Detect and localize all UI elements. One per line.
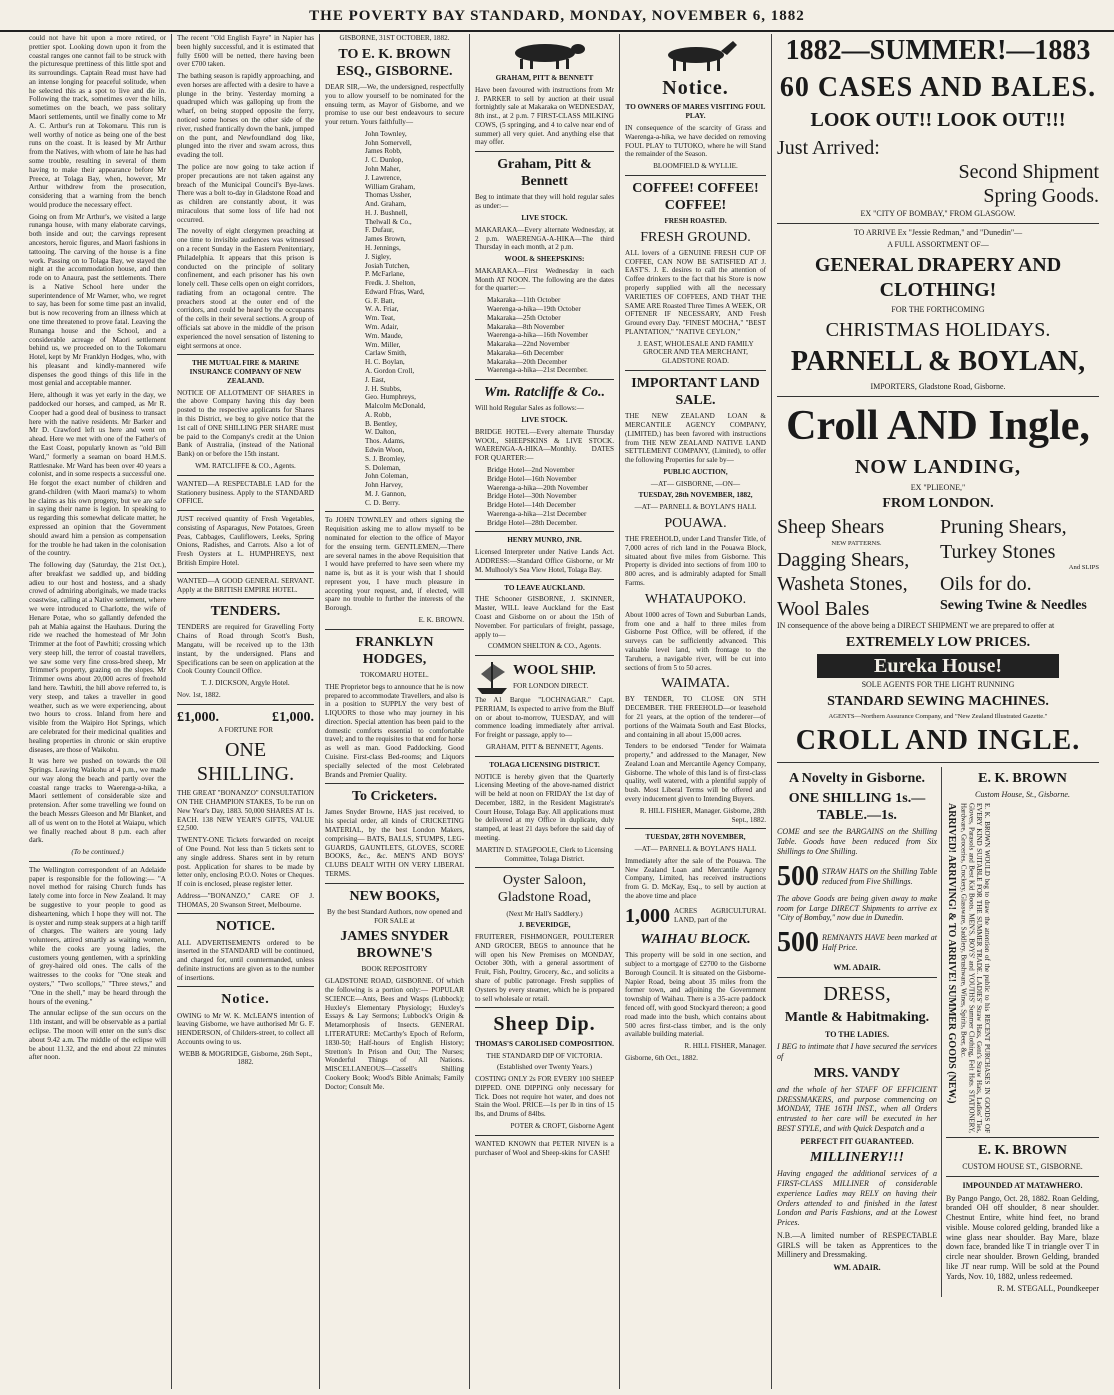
goods-item: Washeta Stones, [777,573,908,596]
goods-right [940,515,1099,621]
ad-subheading: IMPORTERS, Gladstone Road, Gisborne. [870,382,1006,392]
remnants-text: REMNANTS HAVE been marked at Half Price. [822,933,937,953]
signatory: James Robb, [365,147,402,156]
ad-text: Beg to intimate that they will hold regular sales as under:— [475,193,614,211]
sale-date: Waerenga-a-hika—19th October [487,305,581,313]
divider [625,370,766,371]
remnants-number: 500 [777,927,819,959]
ad-text: I BEG to intimate that I have secured the services of [777,1042,937,1061]
ad-text: Will hold Regular Sales as follows:— [475,404,584,413]
vertical-heading: ARRIVED! ARRIVING! & TO ARRIVE! SUMMER GOODS (NEW.) [946,803,957,1104]
signatory: Fredk. J. Shelton, [365,279,416,288]
ship-icon [475,660,509,696]
ad-text: WANTED—A GOOD GENERAL SERVANT. Apply at the BRITISH EMPIRE HOTEL. [177,576,314,594]
ad-text: N.B.—A limited number of RESPECTABLE GIRLS will be taken as Apprentices to the Millinery and Dressmaking. [777,1230,937,1260]
signatory: Josiah Tutchen, [365,261,410,270]
ad-heading: MRS. VANDY [813,1065,901,1081]
sale-date: Bridge Hotel—30th November [487,492,577,501]
ad-heading: Notice. [662,77,729,99]
horse-icon [641,37,751,73]
divider [177,704,314,705]
lookout-heading: LOOK OUT!! LOOK OUT!!! [810,109,1066,132]
goods-left [777,515,936,621]
ad-subheading: EX "PLIEONE," [910,482,966,492]
ad-heading: IMPOUNDED AT MATAWHERO. [962,1180,1083,1190]
ad-heading: GRAHAM, PITT & BENNETT [495,74,594,82]
ad-heading: A Novelty in Gisborne. [788,771,926,787]
signatory: Thos. Adams, [365,437,405,446]
ad-subheading: TO ARRIVE Ex "Jessie Redman," and "Dunedin"— [853,227,1023,237]
ad-date: Gisborne, 6th Oct., 1882. [625,1053,698,1062]
signatory: Wm. Maude, [365,331,403,340]
croll-footer: CROLL AND INGLE. [795,725,1081,757]
signatory: A. Gordon Croll, [365,366,415,375]
ad-subheading: TUESDAY, 28TH NOVEMBER, [645,833,746,842]
signatory: H. C. Boylan, [365,358,405,367]
signatory: Edwin Woon, [365,445,405,454]
divider [625,828,766,829]
drapery-heading: GENERAL DRAPERY AND CLOTHING! [814,254,1062,301]
ad-signature: WM. ADAIR. [833,963,881,973]
ad-subheading: TO OWNERS OF MARES VISITING FOUL PLAY. [625,103,766,121]
column-4 [470,34,620,1389]
signatory: Wm. Adair, [365,323,399,332]
divider [475,579,614,580]
ad-text: GLADSTONE ROAD, GISBORNE. Of which the following is a portion only:— POPULAR SCIENCE—Ants, Bees and Wasps (Lubbock); Huxley's Elementary Physiology; Huxley's Essays & Lay Sermons; Lubbock's Origin & Metamorphosis of Insects. GENERAL LITERATURE: McCarthy's Epoch of Reform, 1830-50; Half-hours of English History; Stretton's In Prison and Out; The Nurses; Wonderful Things of All Nations. MISCELLANEOUS—Cassell's Shilling Cookery Book; Wood's Bible Animals; Family Doctor; Consult Me. [325,977,464,1091]
ad-heading: COFFEE! COFFEE! COFFEE! [632,180,759,213]
divider [475,1135,614,1136]
goods-item: Turkey Stones [940,540,1056,563]
ad-text: AGENTS—Northern Assurance Company, and "New Zealand Illustrated Gazette." [828,713,1048,721]
second-shipment: Second Shipment [958,161,1099,184]
divider [777,396,1099,397]
ad-heading: MILLINERY!!! [810,1150,904,1166]
ad-subheading: Custom House, St., Gisborne. [975,790,1070,800]
divider [177,354,314,355]
ad-text: To JOHN TOWNLEY and others signing the Requisition asking me to allow myself to be nominated for election to the office of Mayor for the ensuing term. GENTLEMEN,—There are several names in the above Requisition that I would have preferred to have seen where my name is, but as it is your wish that I should represent you, I have much pleasure in accepting your request, and, if elected, will spare no trouble to further the interests of the Borough. [325,516,464,613]
ad-text: THE Proprietor begs to announce that he is now prepared to accommodate Travellers, and also is in a position to SUPPLY the very best of LIQUORS to those who may journey in his direction. Special attention has been paid to the domestic comforts essential to comfortable travel; and to the requisites to that end for horse as well as man. Good Paddocking. Good Cuisine. First-class Bed-rooms; and Liquors specially selected of the most Celebrated Brands and Premier Quality. [325,682,464,779]
signatory: Malcolm McDonald, [365,402,426,411]
divider [177,913,314,914]
ad-text: TWENTY-ONE Tickets forwarded on receipt of One Pound. Not less than 5 tickets sent to any single address. Shares sent in by return post. Application for shares to be made by letter only, enclosing P.O.O. Notes or Cheques. If coin is enclosed, please register letter. [177,836,314,889]
signatory: J. H. Stubbs, [365,384,402,393]
column-2 [172,34,320,1389]
ad-heading: POUAWA. [664,516,727,531]
ad-subheading: STANDARD SEWING MACHINES. [827,693,1049,709]
divider [325,629,464,630]
divider [625,175,766,176]
signatory: William Graham, [365,182,416,191]
ad-text: BY TENDER, TO CLOSE ON 5TH DECEMBER. THE FREEHOLD—or leasehold for 21 years, at the option of the tenderer—of portions of the Waimata South and East Blocks, and containing in all about 15,000 acres. [625,695,766,739]
divider [325,783,464,784]
ad-signature: MARTIN D. STAGPOOLE, Clerk to Licensing Committee, Tolaga District. [476,845,613,863]
ad-text: Immediately after the sale of the Pouawa. The New Zealand Loan and Mercantile Agency Company, Limited, has received instructions from G. D. McKay, Esq., to sell by auction at the above time and place [625,856,766,901]
ad-text: The above Goods are being given away to make room for Large DIRECT Shipments to arrive ex "City of Bombay," now due in Dunedin. [777,893,937,923]
signatory: Geo. Humphreys, [365,393,416,402]
signatory: Carlaw Smith, [365,349,407,358]
signatory: Thomas Ussher, [365,191,412,200]
divider [475,655,614,656]
ad-heading: WHATAUPOKO. [644,591,747,607]
ad-text: MAKARAKA—Every alternate Wednesday, at 2 p.m. WAERENGA-A-HIKA—The third Thursday in each month, at 2 p.m. [475,225,614,252]
ad-text: This property will be sold in one section, and subject to a mortgage of £2700 to the Gisborne Borough Council. It is situated on the Gisborne-Napier Road, being about 35 miles from the former town, and adjoining the Government township of Waihau. There is a 35-acre paddock fenced off, with good Stockyard thereon; a good road made into the bush, which contains about 500 acres first-class timber, and is the only available building material. [625,951,766,1039]
sale-date: Makaraka—11th October [487,296,561,305]
acreage-row [625,904,766,928]
column-6 [772,34,1104,1389]
goods-item-note: And SLIPS [1068,564,1099,572]
ad-text: OWING to Mr W. K. McLEAN'S intention of leaving Gisborne, we have authorised Mr G. F. HENDERSON, of Childers-street, to collect all Accounts owing to us. [177,1011,314,1046]
signatory: John Townley, [365,129,407,138]
woolship-header [475,660,614,696]
one-shilling-heading: ONE SHILLING. [196,738,295,785]
to-be-continued: (To be continued.) [71,848,124,857]
ad-text: BRIDGE HOTEL—Every alternate Thursday WOOL, SHEEPSKINS & LIVE STOCK. WAERENGA-A-HIKA—Monthly. DATES FOR QUARTER:— [475,427,614,463]
story-text: The bathing season is rapidly approaching, and even horses are affected with a desire to have a plunge in the briny. Yesterday morning a quadruped which was galloping up from the wharf, on being stopped opposite the ferry, noticed some horses on the other side of the river, rushed frantically down the bank, jumped on the punt, and Newfoundland dog like, plunged into the river and swam across, thus evading the toll. [177,72,314,160]
ad-heading: DRESS, [823,983,891,1006]
ad-subheading: —AT— PARNELL & BOYLAN'S HALL [634,845,757,854]
ad-signature: R. M. STEGALL, Poundkeeper [997,1284,1099,1294]
eureka-banner: Eureka House! [817,654,1059,678]
column-3 [320,34,470,1389]
divider [475,1007,614,1008]
sale-date: Bridge Hotel—28th December. [487,518,578,527]
ad-text: ALL ADVERTISEMENTS ordered to be inserted in the STANDARD will be continued, and charged for, until countermanded, unless definite instructions are given as to the number of insertions. [177,938,314,982]
ad-subheading: LIVE STOCK. [521,416,568,425]
ad-heading: Mantle & Habitmaking. [784,1010,930,1026]
goods-item: Oils for do. [940,573,1032,596]
goods-item-note: NEW PATTERNS. [831,539,882,547]
ad-heading: J. BEVERIDGE, [518,921,571,930]
sale-date: Makaraka—25th October [487,313,561,322]
prize-right: £1,000. [272,709,314,725]
divider [177,572,314,573]
ad-subheading: —AT— PARNELL & BOYLAN'S HALL [634,503,757,512]
ad-subheading: SOLE AGENTS FOR THE LIGHT RUNNING [861,680,1015,690]
divider [475,151,614,152]
ad-text: Address—"BONANZO," CARE OF J. THOMAS, 20 Swanson Street, Melbourne. [177,891,314,909]
goods-item: Sewing Twine & Needles [940,597,1087,613]
sale-date-list [475,466,614,527]
ad-text: JUST received quantity of Fresh Vegetables, consisting of Asparagus, New Potatoes, Green Peas, Cabbages, Cauliflowers, Leeks, Spring Onions, Radishes, and Carrots. Also a lot of Fresh Oysters at L. HUMPHREYS, next British Empire Hotel. [177,515,314,567]
ad-subheading: THE STANDARD DIP OF VICTORIA. [486,1051,603,1060]
sale-date: Makaraka—8th November [487,322,565,331]
divider [777,223,1099,224]
ad-subheading: LIVE STOCK. [521,213,568,222]
ad-subheading: FROM LONDON. [882,496,994,512]
ad-subheading: PERFECT FIT GUARANTEED. [800,1136,914,1146]
masthead [0,0,1114,32]
ad-signature: POTER & CROFT, Gisborne Agent [510,1121,614,1130]
divider [177,986,314,987]
ad-subheading: PUBLIC AUCTION, [663,467,728,476]
story-text: The annular eclipse of the sun occurs on the 11th instant, and will be observable as a partial eclipse. The moon will enter on the sun's disc about 9.42 a.m. The middle of the eclipse will be about 11.32, and the end about 22 minutes after noon. [29,1009,166,1062]
ad-subheading: TOKOMARU HOTEL. [360,670,429,679]
signatory: John Somervell, [365,138,412,147]
signatory: John Maher, [365,164,401,173]
ad-subheading: THOMAS'S CAROLISED COMPOSITION. [475,1039,614,1048]
ad-heading: TO LEAVE AUCKLAND. [504,583,585,592]
ad-signature: R. HILL FISHER, Manager. [684,1042,766,1051]
goods-item: Dagging Shears, [777,548,910,571]
ad-heading: E. K. BROWN [978,1143,1067,1159]
vertical-text: E. K. BROWN WOULD beg to draw the attention of the public to his RECENT PURCHASES IN GOODS OF EVERY KIND SUITABLE FOR THE SUMMER TRADE. LADIES' Straw Hats, Gent's Straw Hats, Ladies' Ties, Gloves, Parasols and Best Kid Boots. MEN'S, BOYS' and YOUTHS' Summer Clothing, Felt Hats. STATIONERY, Hardware, Groceries, Crockery, Glassware, Saddlery, Brushware, Wines, Spirits, Beer, &c. [959,803,991,1134]
christmas-heading: CHRISTMAS HOLIDAYS. [825,318,1051,341]
signatory: J. East, [365,375,386,384]
ad-heading: E. K. BROWN [978,771,1067,787]
ad-text: TENDERS are required for Gravelling Forty Chains of Road through Scott's Bush, Mangatu, will be received up to the 13th instant, by the undersigned. Plans and Specifications can be seen on application at the Cook County Council Office. [177,623,314,676]
straw-text: STRAW HATS on the Shilling Table reduced from Five Shillings. [822,867,937,886]
straw-number: 500 [777,860,819,892]
goods-item: Pruning Shears, [940,516,1067,539]
ad-subheading: FOR THE FORTHCOMING [891,304,985,314]
ad-signature: T. J. DICKSON, Argyle Hotel. [201,679,290,688]
ad-signature: WM. ADAIR. [833,1263,881,1273]
divider [29,861,166,862]
brown-ads [946,767,1099,1297]
ad-subheading: TO THE LADIES. [825,1029,889,1039]
prize-row [177,709,314,726]
masthead-title: THE POVERTY BAY STANDARD, MONDAY, NOVEMBER 6, 1882 [309,8,805,24]
story-text: The recent "Old English Fayre" in Napier has been highly successful, and it is estimated that fully £600 will be netted, there having been over £700 taken. [177,34,314,69]
signatory: M. J. Gannon, [365,489,406,498]
story-text: It was here we pushed on towards the Oil Springs. Leaving Waikohu at 4 p.m., we made our way along the beach and partly over the coastal range tracks to Waerenga-a-hika, a Maori settlement of considerable size and pretension. After some travelling we found on the beach Messrs Gleeson and Mr Blanket, and all of us went on to the Hotel at Waiapu, which we finally reached about 8 p.m. each after dark. [29,757,166,845]
ad-signature: WM. RATCLIFFE & CO., Agents. [195,461,296,470]
signatory-list [325,130,464,508]
ad-heading: Notice. [221,992,270,1008]
signatory: John Coleman, [365,472,409,481]
divider [475,531,614,532]
ad-text: IN consequence of the scarcity of Grass and Waerenga-a-hika, we have decided on removing FOUL PLAY to TUTOKO, where he will Stand the remainder of the Season. [625,123,766,159]
divider [177,510,314,511]
sale-date: Bridge Hotel—16th November [487,474,577,483]
acreage-text: ACRES AGRICULTURAL LAND, part of the [674,907,766,924]
divider [946,1137,1099,1138]
ad-heading: NOTICE. [216,919,275,935]
column-1 [24,34,172,1389]
story-text: The following day (Saturday, the 21st Oct.), after breakfast we saddled up, and bidding adieu to our host and hostess, and a shady crowd of admiring aboriginals, we made tracks coastwise, calling at a Native settlement, where we were introduced to Charlotte, the wife of Henare Potae, who so gallantly defended the pah at Mahia against the Hauhaus. During the ride we reached the homestead of Mr John Trimmer at the foot of Pawhiti; crossing which very steep hill, the terror of coastal travellers, we saw some very fine cross-bred sheep, Mr Trimmer's property, grazing on the slopes. Mr Trimmer owns about 20,000 acres of freehold land here. Tawhiti, the hill above referred to, is very steep, and takes a traveller in good weather, such as we were experiencing, about two hours to cross. Inland from here and visible from the Waipiro Hot Springs, which are celebrated for their medicinal qualities and healing properties in chronic or skin eruptive diseases, are those of Waikohu. [29,561,166,754]
sale-date: Bridge Hotel—14th December [487,501,576,510]
signatory: Wm. Miller, [365,340,401,349]
croll-heading: Croll AND Ingle, [786,402,1090,449]
goods-item: Sheep Shears [777,516,885,539]
goods-item: Wool Bales [777,597,870,620]
ad-text: WANTED—A RESPECTABLE LAD for the Stationery business. Apply to the STANDARD OFFICE. [177,479,314,506]
signatory: John Harvey, [365,481,403,490]
ad-subheading: —AT— GISBORNE, —ON— [650,479,741,488]
ad-text: Have been favoured with instructions from Mr J. PARKER to sell by auction at their usual fortnightly sale at Makaraka on WEDNESDAY, 8th inst., at 2 p.m. 7 FIRST-CLASS MILKING COWS, (5 springing, and 4 to calve near end of summer) all very quiet. And anything else that may offer. [475,85,614,147]
column-5 [620,34,772,1389]
divider [177,475,314,476]
signatory: B. Bentley, [365,419,398,428]
signatory: F. Dufaur, [365,226,394,235]
ad-heading: WOOL SHIP. [513,663,596,679]
ad-subheading: EXTREMELY LOW PRICES. [845,634,1031,650]
signatory: J. Sigley, [365,252,392,261]
goods-list [777,515,1099,621]
divider [777,977,937,978]
ad-heading: TO E. K. BROWN ESQ., GISBORNE. [336,46,453,79]
ad-heading: WAIMATA. [661,676,730,692]
ad-text: Tenders to be endorsed "Tender for Waimata property," and addressed to the Manager, New Zealand Loan and Mercantile Agency Company, Gisborne. The whole of this land is of first-class quality, well watered, with a plentiful supply of bush. Most Liberal Terms will be offered and every inducement given to Intending Buyers. [625,742,766,803]
ad-heading: JAMES SNYDER BROWNE'S [340,929,449,962]
ad-subheading: (Next Mr Hall's Saddlery.) [506,909,583,918]
story-text: Here, although it was yet early in the day, we paddocked our horses, and camped, as Mr R. Cooper had a good deal of business to transact here with the native residents. Mr Barker and Mr D. Crawford left us here and went on ahead. Here we met with one of the Father's of the East Coast, popularly known as "old Bill Ward," formerly a seaman on board H.M.S. Rattlesnake. Mr Ward has been over 40 years a colonist, and in some respects a successful one. He forgot the exact number of children and grand-children (with Maori mama's) to whom he claims as his own progeny, but we are safe in saying their name is legion. In speaking to us regarding this somewhat delicate matter, he expressed an opinion that the Government should award him a pension as compensation for the trouble he had taken in the colonisation of the country. [29,391,166,558]
ad-signature: GRAHAM, PITT & BENNETT, Agents. [485,742,604,751]
ad-signature: COMMON SHELTON & CO., Agents. [487,642,602,651]
ad-heading: TENDERS. [210,604,281,620]
ad-signature: E. K. BROWN. [418,616,464,625]
signatory: J. Lawrence, [365,173,402,182]
summer-heading: 1882—SUMMER!—1883 [785,35,1091,66]
ad-heading: NEW BOOKS, [349,888,440,904]
ad-subheading: CUSTOM HOUSE ST., GISBORNE. [962,1162,1083,1172]
ad-text: COSTING ONLY 2s FOR EVERY 100 SHEEP DIPPED. ONE DIPPING only necessary for Tick. Does not require hot water, and does not Stain the Wool. PRICE—1s per lb in tins of 15 lbs, and Drums of 84lbs. [475,1075,614,1119]
ad-text: By Pango Pango, Oct. 28, 1882. Roan Gelding, branded OH off shoulder, 8 near shoulder. Chestnut Entire, white hind feet, no brand visible. Mouse colored gelding, branded like a wine glass near shoulder. Bay Mare, blaze down face, branded like T in triangle over T in circle near shoulder. Brown Gelding, branded like JT near rump. Will be sold at the Pound Yards, Nov. 10, 1882, unless redeemed. [946,1193,1099,1281]
ad-text: ALL lovers of a GENUINE FRESH CUP OF COFFEE, CAN NOW BE SATISFIED AT J. EAST'S. J. E. desires to call the attention of Coffee drinkers to the fact that his Store is now properly supplied with all the necessary VARIETIES OF COFFEES, AND THAT THE SAME ARE Roasted Three Times A WEEK, OR OFTENER IF NECESSARY, AND Fresh Ground every Day. "FINEST MOCHA," "BEST PLANTATION," "NATIVE CEYLON," [625,248,766,336]
ad-heading: FRANKLYN HODGES, [355,634,434,667]
ad-text: and the whole of her STAFF OF EFFICIENT DRESSMAKERS, and purpose commencing on MONDAY, THE 16TH INST., when all Orders entrusted to her care will be executed in her BEST STYLE, and with Quick Despatch and a [777,1084,937,1133]
signatory: H. Jennings, [365,244,401,252]
sale-date: Waerenga-a-hika—20th November [487,483,588,492]
story-text: could not have hit upon a more retired, or prettier spot. Looking down upon it from the coastal ranges one cannot fail to be struck with the picturesque prettiness of this little spot and its surroundings. Captain Read must have had an intense longing for peaceful solitude, when he selected this as a spot to live and die in. Following the track, sometimes over the hills, sometimes on the beach, we pass solitary Maori settlements, until we finally come to Mr A. C. Arthur's run at Tokomaru. This run is well worthy of notice as being one of the best runs on the coast. It is leased by Mr Arthur from the Natives, with whom of late he has had some trouble, resulting in several of them having to make their appearance before Mr Preece, at Tolaga Bay, when, however, Mr Arthur withdrew from the prosecution, considering that a warning from the bench would produce the necessary effect. [29,34,166,209]
divider [946,1176,1099,1177]
ad-text: The A1 Barque "LOCHNAGAR." Capt. PERRIAM, Is expected to arrive from the Bluff on or about to-morrow, TUESDAY, and will commence loading immediately after arrival. For freight or passage, apply to— [475,696,614,740]
vertical-ad [946,803,1099,1133]
prize-left: £1,000. [177,709,219,725]
ad-heading: Oyster Saloon, Gladstone Road, [497,873,592,906]
ad-text: NOTICE is hereby given that the Quarterly Licensing Meeting of the above-named district will be held at noon on FRIDAY the 1st day of December, 1882, in the Resident Magistrate's Court House, Tolaga Bay. All applications must be delivered at my Office in duplicate, duly stamped, at least 21 days before the said day of meeting. [475,772,614,843]
cases-heading: 60 CASES AND BALES. [779,72,1097,104]
ad-subheading: WOOL & SHEEPSKINS: [504,255,585,264]
divider [475,379,614,380]
ad-heading: HENRY MUNRO, JNR. [507,536,582,545]
signatory: Wm. Teat, [365,314,395,323]
ad-heading: ONE SHILLING 1s.—TABLE.—1s. [788,791,926,824]
newspaper-columns [24,34,1104,1389]
ad-heading: TOLAGA LICENSING DISTRICT. [489,760,600,769]
ad-heading: IMPORTANT LAND SALE. [631,376,760,409]
just-arrived: Just Arrived: [777,136,880,159]
ad-heading: Graham, Pitt & Bennett [497,157,592,190]
sale-date: Makaraka—6th December [487,348,564,357]
story-text: Going on from Mr Arthur's, we visited a large runanga house, with many elaborate carvings, both inside and out; the carvings represent ancestors, heroic figures, and Maori fashions in tattooing. The carving of the house is a fine work. Passing on to Tolaga Bay, we stayed the night at the accommodation house, and then rode on to Anaura, past the settlements. There is a Native School here under the superintendence of Mr Warner, who, we regret to say, has been for some time past an invalid, but is now recovering from an illness which at one time threatened to prove fatal. Leaving the Runanga house and the School, and a considerable acreage of Maori settlement behind us, we proceeded on to the Tokomaru Hotel, kept by Mr Franklyn Hodges, who, with his pleasant and kindly-mannered wife dispenses the good things of this life in the most genial and acceptable manner. [29,212,166,388]
straw-row [777,860,937,894]
sale-date: Waerenga-a-hika—21st December [487,509,587,518]
divider [777,762,1099,763]
sale-date: Waerenga-a-hika—21st December. [487,366,588,375]
divider [475,867,614,868]
signatory: Thelwall & Co., [365,217,412,226]
sale-date: Waerenga-a-hika—16th November [487,331,588,340]
signatory: S. J. Bromley, [365,454,406,463]
signatory: W. A. Friar, [365,305,399,314]
ad-text: MAKARAKA—First Wednesday in each Month AT NOON. The following are the dates for the quarter:— [475,266,614,293]
ad-text: James Snyder Browne, HAS just received, to his special order, all kinds of CRICKETING MATERIAL, by the best London Makers, comprising— BATS, BALLS, STUMPS, LEG-GUARDS, GAUNTLETS, GLOVES, SCORE BOOKS, &c., &c. MEN'S AND BOYS' CLUBS DEALT WITH ON VERY LIBERAL TERMS. [325,808,464,878]
ad-signature: BLOOMFIELD & WYLLIE. [653,162,738,171]
story-text: The police are now going to take action if proper precautions are not taken against any breach of the Municipal Council's Bye-laws. There was a bolt to-day in Gladstone Road and as children are constantly about, it was miraculous that some loss of life had not occurred. [177,162,314,224]
ad-text: DEAR SIR,—We, the undersigned, respectfully you to allow yourself to be nominated for the ensuing term, as Mayor of Gisborne, and we promise to use our best endeavours to secure your return. Yours faithfully— [325,82,464,127]
signatory: And. Graham, [365,200,406,209]
signatory: P. McFarlane, [365,270,405,279]
ad-text: Licensed Interpreter under Native Lands Act. ADDRESS:—Standard Office Gisborne, or Mr M. Mulhooly's Sea View Hotel, Tolaga Bay. [475,548,614,574]
ad-subheading: FRESH ROASTED. [664,217,727,226]
sale-date-list [475,296,614,375]
ad-subheading: EX "CITY OF BOMBAY," FROM GLASGOW. [860,208,1016,218]
sale-date: Bridge Hotel—2nd November [487,466,575,475]
ad-signature: WEBB & MOGRIDGE, Gisborne, 26th Sept., 1882. [178,1049,313,1067]
ad-heading: Sheep Dip. [493,1013,596,1036]
ad-signature: J. EAST, WHOLESALE AND FAMILY GROCER AND TEA MERCHANT, GLADSTONE ROAD. [637,339,754,366]
ad-heading: To Cricketers. [351,789,438,805]
ad-text: IN consequence of the above being a DIRECT SHIPMENT we are prepared to offer at [777,621,1055,630]
ad-text: FRUITERER, FISHMONGER, POULTERER AND GROCER, BEGS to announce that he will open his New Premises on MONDAY, October 30th, with a general assortment of Fruit, Fish, Poultry, Grocery, &c., and solicits a share of public patronage. Fresh supplies of Oysters by every steamer, which he is prepared to sell wholesale or retail. [475,933,614,1003]
story-text: The novelty of eight clergymen preaching at one time to invisible audiences was witnessed on a recent Sunday in the Eastern Penitentiary, Philadelphia. It appears that this prison is conducted on the principle of solitary confinement, and each prisoner has his own lonely cell. These cells open on eight corridors, radiating from an octagonal centre. The preachers stood at the outer end of the corridors, and could be heard by the occupants of the cells in their several sections. A group of officials sat above in the middle of the prison experienced the novel sensation of listening to eight sermons at once. [177,227,314,350]
ad-text: About 1000 acres of Town and Suburban Lands, from one and a half to three miles from Gisborne Post Office, will be offered, if the surveys can be sufficiently advanced. This valuable level land, with frontage to the Taruheru, a navigable river, will be cut into sections of from 5 to 50 acres. [625,610,766,672]
lower-ads [777,767,1099,1297]
signatory: S. Doleman, [365,463,401,472]
signatory: Edward Ffras, Ward, [365,287,425,296]
ad-subheading: A FULL ASSORTMENT OF— [887,240,989,250]
spring-goods: Spring Goods. [983,185,1099,208]
cow-icon [490,37,600,71]
signatory: W. Dalton, [365,428,397,437]
ad-subheading: TUESDAY, 28th NOVEMBER, 1882, [638,491,753,500]
fortune-line: A FORTUNE FOR [217,725,274,734]
adair-ads [777,767,942,1297]
signatory: A. Robb, [365,410,392,419]
divider [177,598,314,599]
sale-date: Makaraka—20th December [487,357,568,366]
signatory: C. D. Berry. [365,498,400,507]
signatory: G. F. Batt, [365,296,395,305]
ad-subheading: (Established over Twenty Years.) [497,1063,592,1072]
parnell-heading: PARNELL & BOYLAN, [790,346,1086,378]
ad-text: Having engaged the additional services of a FIRST-CLASS MILLINER of considerable experience Ladies may RELY on having their Orders attended to and finished in the latest London and Paris Fashions, and at the Lowest Prices. [777,1169,937,1228]
ad-text: THE GREAT "BONANZO" CONSULTATION ON THE CHAMPION STAKES, To be run on New Year's Day, 1883. 50,000 SHARES AT 1s. EACH. 138 NEW YEAR'S GIFTS, VALUE £2,500. [177,789,314,833]
divider [325,511,464,512]
remnants-row [777,926,937,960]
ad-signature: R. HILL FISHER, Manager. Gisborne, 28th Sept., 1882. [639,806,766,824]
sale-date: Makaraka—22nd November [487,340,570,349]
signatory: J. C. Dunlop, [365,156,404,165]
ad-text: WANTED KNOWN that PETER NIVEN is a purchaser of Wool and Sheep-skins for CASH! [475,1139,614,1157]
landing-heading: NOW LANDING, [854,456,1022,479]
divider [475,756,614,757]
divider [325,883,464,884]
ad-subheading: FOR LONDON DIRECT. [513,682,589,691]
ad-text: NOTICE OF ALLOTMENT OF SHARES in the above Company having this day been posted to the respective applicants for Shares in this District, we beg to give notice that the 1st call of ONE SHILLING PER SHARE must be paid to the Company's credit at the Union Bank of Australia, (instead of the National Bank) on or before the 15th instant. [177,388,314,459]
ad-heading: Wm. Ratcliffe & Co.. [483,385,606,401]
acreage-number: 1,000 [625,904,670,927]
ad-date: Nov. 1st, 1882. [177,690,221,699]
dateline: GISBORNE, 31ST OCTOBER, 1882. [339,34,450,42]
ad-heading: THE MUTUAL FIRE & MARINE INSURANCE COMPANY OF NEW ZEALAND. [189,359,302,385]
ad-text: THE NEW ZEALAND LOAN & MERCANTILE AGENCY COMPANY, (LIMITED,) has been favored with instructions from THE NEW ZEALAND NATIVE LAND SETTLEMENT COMPANY, (Limited), to offer the following Properties for sale by— [625,412,766,465]
ad-subheading: By the best Standard Authors, now opened and FOR SALE at [327,907,462,925]
ad-subheading: BOOK REPOSITORY [361,965,428,974]
ad-heading: FRESH GROUND. [640,229,751,245]
ad-text: THE FREEHOLD, under Land Transfer Title, of 7,000 acres of rich land in the Pouawa Block, situated about five miles from Gisborne. This Property is divided into sections of from 100 to 800 acres, and is admirably adapted for Small Farms. [625,535,766,587]
ad-text: THE Schooner GISBORNE, J. SKINNER, Master, WILL leave Auckland for the East Coast and Gisborne on or about the 15th of November. For particulars of freight, passage, apply to— [475,595,614,639]
ad-heading: WAIHAU BLOCK. [640,932,751,948]
signatory: James Brown, [365,235,406,244]
ad-text: COME and see the BARGAINS on the Shilling Table. Goods have been reduced from Six Shillings to One Shilling. [777,827,937,856]
signatory: H. J. Bushnell, [365,208,408,217]
story-text: The Wellington correspondent of an Adelaide paper is responsible for the following:— "A novel method for raising Church funds has lately come into force in New Zealand. It may be suggestive to your people to good as disheartening, which I hope they will not. The is oyster and rump steak suppers at a high tariff of charges. The waiters are young lady volunteers, attired smartly as waiting women, while the cooks are young ladies, the customers young gentlemen, with a sprinkling of grey-haired old ones. The calls of the waitresses to the cooks for "One steak and oysters," "Two scollops," "Three stews," and "One in the shell," may be heard through the hours of the evening." [29,865,166,1006]
